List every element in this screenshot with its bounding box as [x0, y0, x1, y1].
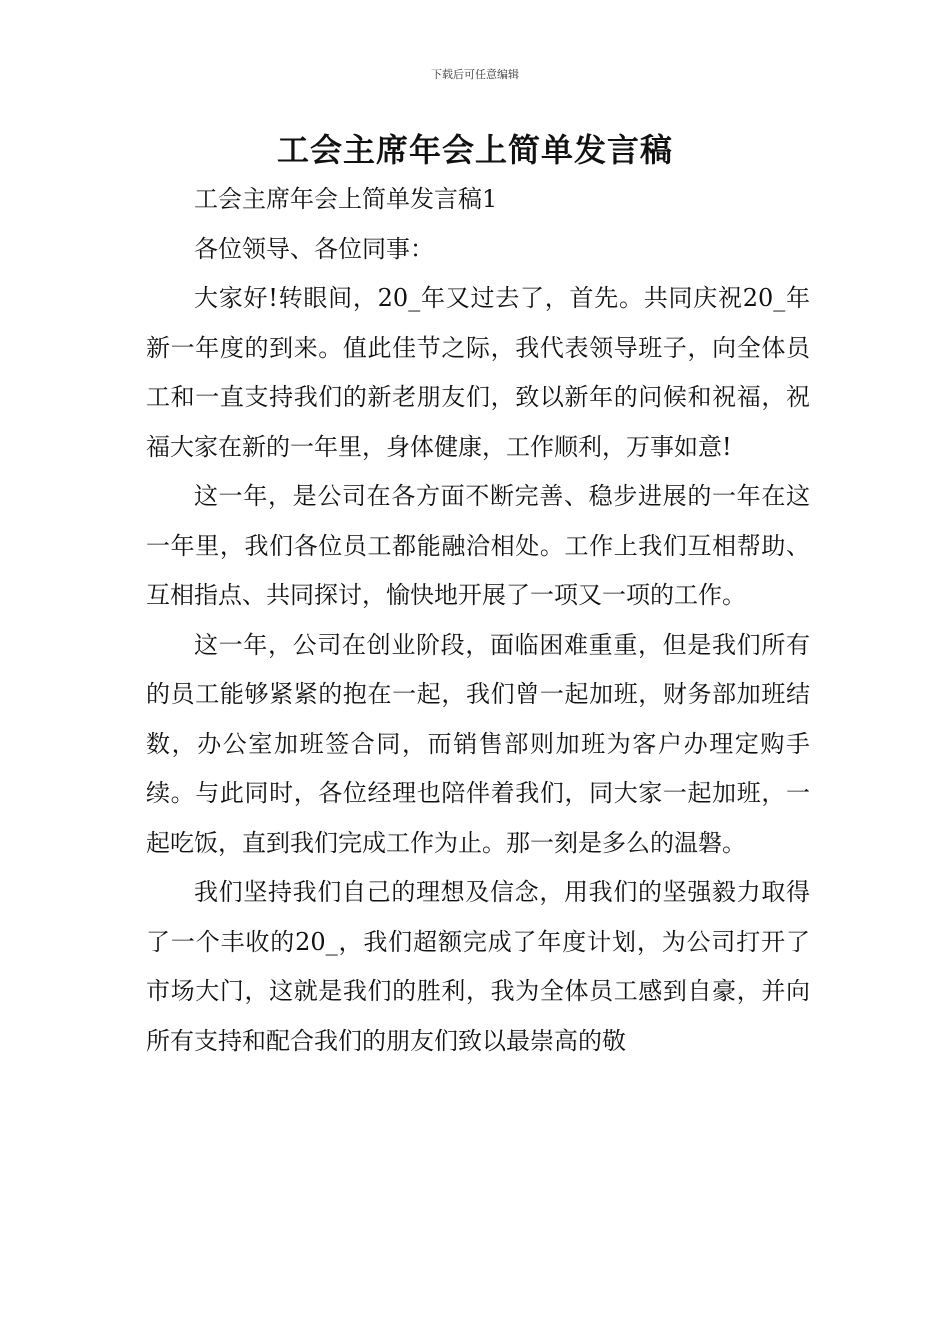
document-body	[146, 175, 810, 1066]
body-paragraph: 这一年，是公司在各方面不断完善、稳步进展的一年在这一年里，我们各位员工都能融洽相处。工作上我们互相帮助、互相指点、共同探讨，愉快地开展了一项又一项的工作。	[146, 482, 810, 609]
body-paragraph: 我们坚持我们自己的理想及信念，用我们的坚强毅力取得了一个丰收的20_，我们超额完成了年度计划，为公司打开了市场大门，这就是我们的胜利，我为全体员工感到自豪，并向所有支持和配合我们的朋友们致以最崇高的敬	[146, 878, 810, 1055]
document-title: 工会主席年会上简单发言稿	[276, 131, 673, 169]
header-note: 下载后可任意编辑	[431, 68, 519, 81]
subtitle-paragraph: 工会主席年会上简单发言稿1	[194, 185, 498, 213]
body-paragraph: 大家好!转眼间，20_年又过去了，首先。共同庆祝20_年新一年度的到来。值此佳节之际，我代表领导班子，向全体员工和一直支持我们的新老朋友们，致以新年的问候和祝福，祝福大家在新的一年里，身体健康，工作顺利，万事如意!	[146, 284, 810, 461]
salutation-paragraph: 各位领导、各位同事：	[194, 234, 434, 263]
body-paragraph: 这一年，公司在创业阶段，面临困难重重，但是我们所有的员工能够紧紧的抱在一起，我们曾一起加班，财务部加班结数，办公室加班签合同，而销售部则加班为客户办理定购手续。与此同时，各位经理也陪伴着我们，同大家一起加班，一起吃饭，直到我们完成工作为止。那一刻是多么的温磐。	[146, 630, 810, 857]
